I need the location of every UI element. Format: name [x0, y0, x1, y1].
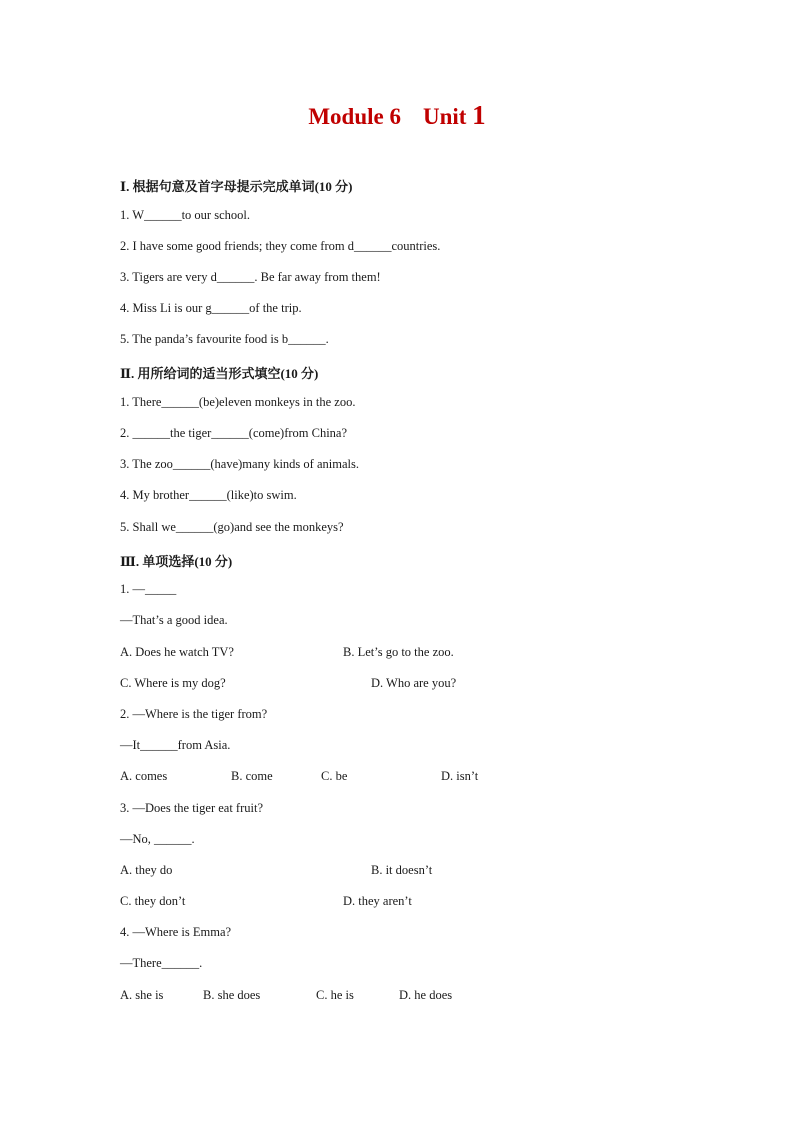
option-c: C. be [321, 769, 348, 783]
option-c: C. he is [316, 988, 354, 1002]
module-label: Module 6 [308, 104, 401, 129]
option-a: A. she is [120, 988, 164, 1002]
question-2: 2. —Where is the tiger from? [120, 707, 268, 721]
section-3-heading: Ⅲ. 单项选择(10 分) [120, 554, 233, 569]
section-2-item: 2. ______the tiger______(come)from China? [120, 426, 348, 440]
option-d: D. they aren’t [343, 894, 412, 908]
unit-number: 1 [472, 100, 486, 130]
section-2-item: 4. My brother______(like)to swim. [120, 488, 297, 502]
section-1-item: 3. Tigers are very d______. Be far away from them! [120, 270, 381, 284]
option-b: B. it doesn’t [371, 863, 433, 877]
option-c: C. they don’t [120, 894, 186, 908]
option-a: A. they do [120, 863, 173, 877]
option-c: C. Where is my dog? [120, 676, 226, 690]
section-1-item: 5. The panda’s favourite food is b______. [120, 332, 329, 346]
section-1-item: 1. W______to our school. [120, 208, 250, 222]
option-d: D. Who are you? [371, 676, 457, 690]
option-d: D. he does [399, 988, 453, 1002]
question-3: 3. —Does the tiger eat fruit? [120, 801, 264, 815]
unit-label: Unit [422, 104, 467, 129]
question-3-answer: —No, ______. [120, 832, 195, 846]
option-a: A. Does he watch TV? [120, 645, 234, 659]
option-b: B. come [231, 769, 273, 783]
section-2-item: 3. The zoo______(have)many kinds of animals. [120, 457, 359, 471]
section-2-item: 5. Shall we______(go)and see the monkeys? [120, 520, 344, 534]
option-b: B. Let’s go to the zoo. [343, 645, 454, 659]
option-a: A. comes [120, 769, 168, 783]
section-2-item: 1. There______(be)eleven monkeys in the zoo. [120, 395, 356, 409]
page-title [0, 100, 794, 131]
question-1-answer: —That’s a good idea. [120, 613, 228, 627]
section-1-item: 2. I have some good friends; they come from d______countries. [120, 239, 441, 253]
section-2-heading: Ⅱ. 用所给词的适当形式填空(10 分) [120, 366, 319, 381]
question-1: 1. —_____ [120, 582, 177, 596]
question-4-answer: —There______. [120, 956, 203, 970]
option-b: B. she does [203, 988, 261, 1002]
section-1-item: 4. Miss Li is our g______of the trip. [120, 301, 302, 315]
section-1-heading: Ⅰ. 根据句意及首字母提示完成单词(10 分) [120, 179, 353, 194]
question-2-answer: —It______from Asia. [120, 738, 231, 752]
option-d: D. isn’t [441, 769, 479, 783]
question-4: 4. —Where is Emma? [120, 925, 232, 939]
